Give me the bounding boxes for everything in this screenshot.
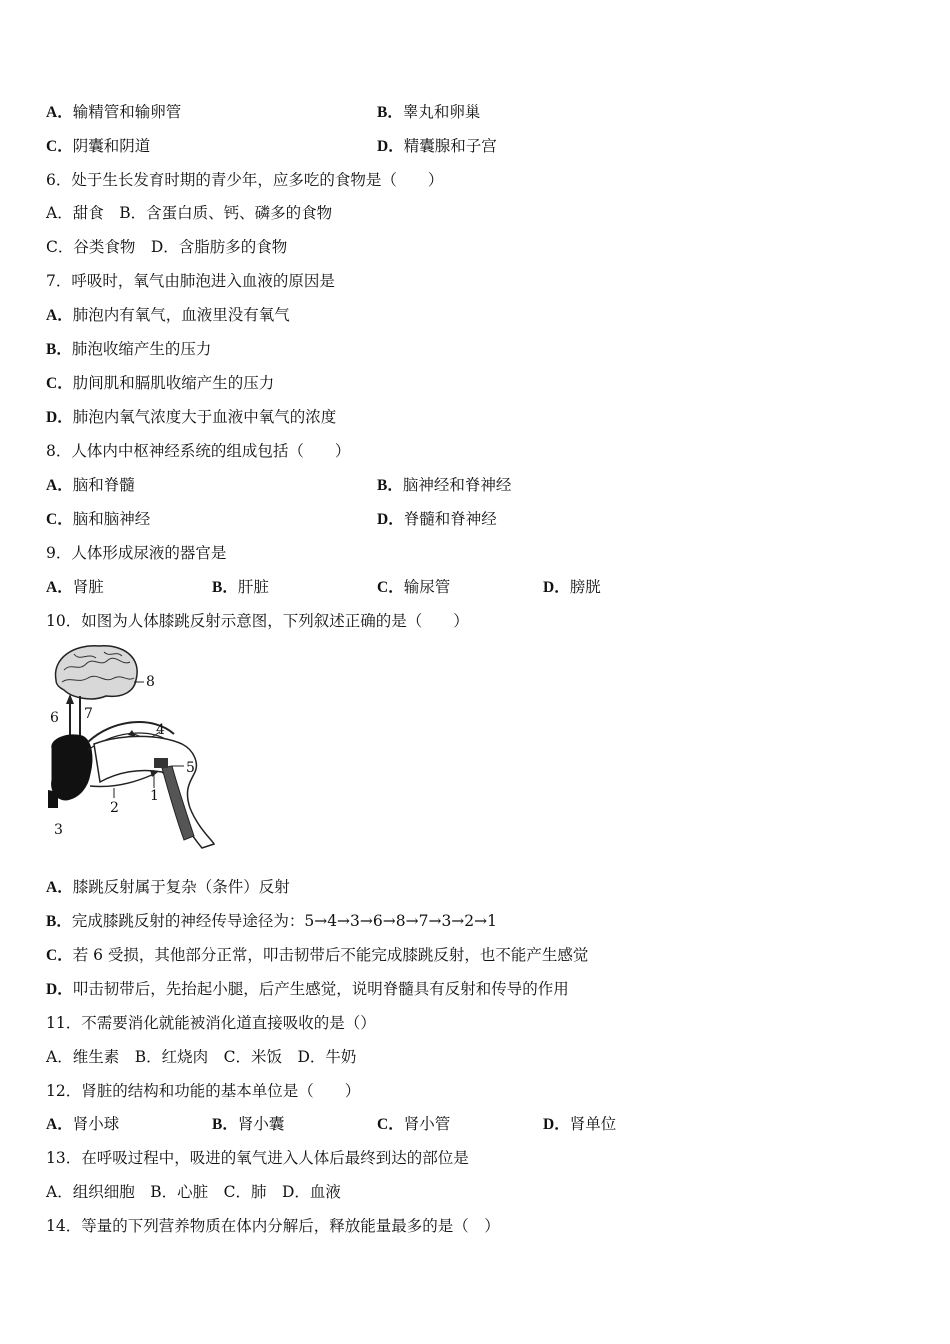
figure-label-7: 7 bbox=[84, 706, 93, 722]
q7-option-b bbox=[46, 339, 211, 360]
option-label: C． bbox=[46, 511, 73, 528]
q11-stem: 11．不需要消化就能被消化道直接吸收的是（） bbox=[46, 1014, 376, 1032]
brain-shape bbox=[56, 646, 138, 699]
option-text: 若 6 受损，其他部分正常，叩击韧带后不能完成膝跳反射，也不能产生感觉 bbox=[72, 946, 589, 964]
figure-label-4: 4 bbox=[156, 722, 165, 738]
q12-option-b bbox=[212, 1114, 284, 1135]
option-text: 肾小管 bbox=[403, 1115, 451, 1133]
option-label: B． bbox=[212, 1116, 238, 1133]
option-label: C． bbox=[46, 375, 73, 392]
option-label: A． bbox=[46, 477, 73, 494]
knee-jerk-reflex-figure bbox=[44, 640, 224, 850]
option-label: B． bbox=[377, 477, 403, 494]
option-text: 肾脏 bbox=[72, 578, 104, 596]
spinal-cord-shape bbox=[52, 735, 92, 800]
option-text: 脑和脑神经 bbox=[72, 510, 151, 528]
receptor-5 bbox=[154, 758, 168, 768]
option-text: 肾单位 bbox=[569, 1115, 617, 1133]
option-text: 脑神经和脊神经 bbox=[402, 476, 512, 494]
option-label: A． bbox=[46, 879, 73, 896]
option-text: 肺泡收缩产生的压力 bbox=[71, 340, 212, 358]
option-text: 肋间肌和膈肌收缩产生的压力 bbox=[72, 374, 275, 392]
figure-label-5: 5 bbox=[186, 760, 195, 776]
q8-option-a bbox=[46, 475, 135, 496]
option-text: 膝跳反射属于复杂（条件）反射 bbox=[72, 878, 290, 896]
q7-option-a bbox=[46, 305, 290, 326]
figure-label-2: 2 bbox=[110, 800, 119, 816]
option-label: C． bbox=[377, 1116, 404, 1133]
option-label: C． bbox=[46, 947, 73, 964]
option-text: 睾丸和卵巢 bbox=[402, 103, 481, 121]
option-label: A． bbox=[46, 1116, 73, 1133]
q9-option-b bbox=[212, 577, 269, 598]
q12-option-c bbox=[377, 1114, 450, 1135]
q10-option-c bbox=[46, 945, 588, 966]
q12-stem: 12．肾脏的结构和功能的基本单位是（ ） bbox=[46, 1082, 361, 1100]
option-label: D． bbox=[46, 981, 73, 998]
option-text: 阴囊和阴道 bbox=[72, 137, 151, 155]
option-text: 肺泡内氧气浓度大于血液中氧气的浓度 bbox=[72, 408, 337, 426]
q10-option-b bbox=[46, 911, 497, 932]
option-label: B． bbox=[212, 579, 238, 596]
option-label: D． bbox=[543, 579, 570, 596]
option-label: C． bbox=[46, 138, 73, 155]
q10-stem: 10．如图为人体膝跳反射示意图，下列叙述正确的是（ ） bbox=[46, 612, 469, 630]
q6-options-line1: A．甜食 B．含蛋白质、钙、磷多的食物 bbox=[46, 204, 333, 222]
option-text: 肺泡内有氧气，血液里没有氧气 bbox=[72, 306, 290, 324]
option-label: D． bbox=[377, 138, 404, 155]
q8-option-b bbox=[377, 475, 511, 496]
q11-options-line: A．维生素 B．红烧肉 C．米饭 D．牛奶 bbox=[46, 1048, 357, 1066]
option-label: A． bbox=[46, 104, 73, 121]
q12-option-a bbox=[46, 1114, 119, 1135]
option-text: 叩击韧带后，先抬起小腿，后产生感觉，说明脊髓具有反射和传导的作用 bbox=[72, 980, 569, 998]
q7-option-c bbox=[46, 373, 274, 394]
option-label: B． bbox=[46, 913, 72, 930]
option-text: 肾小球 bbox=[72, 1115, 120, 1133]
option-label: B． bbox=[46, 341, 72, 358]
q6-options-line2: C．谷类食物 D．含脂肪多的食物 bbox=[46, 238, 288, 256]
spinal-root-3 bbox=[48, 790, 58, 808]
q5-option-c bbox=[46, 136, 150, 157]
option-text: 肾小囊 bbox=[237, 1115, 285, 1133]
q9-option-d bbox=[543, 577, 601, 598]
q9-stem: 9．人体形成尿液的器官是 bbox=[46, 544, 227, 562]
q14-stem: 14．等量的下列营养物质在体内分解后，释放能量最多的是（ ） bbox=[46, 1217, 500, 1235]
q5-option-b bbox=[377, 102, 480, 123]
option-text: 肝脏 bbox=[237, 578, 269, 596]
q8-stem: 8．人体内中枢神经系统的组成包括（ ） bbox=[46, 442, 351, 460]
q10-option-d bbox=[46, 979, 569, 1000]
figure-label-3: 3 bbox=[54, 822, 63, 838]
option-text: 脑和脊髓 bbox=[72, 476, 135, 494]
option-label: D． bbox=[46, 409, 73, 426]
q7-option-d bbox=[46, 407, 336, 428]
figure-label-8: 8 bbox=[146, 674, 155, 690]
q7-stem: 7．呼吸时，氧气由肺泡进入血液的原因是 bbox=[46, 272, 335, 290]
q8-option-d bbox=[377, 509, 497, 530]
option-text: 完成膝跳反射的神经传导途径为：5→4→3→6→8→7→3→2→1 bbox=[71, 912, 497, 930]
q8-option-c bbox=[46, 509, 150, 530]
option-label: A． bbox=[46, 307, 73, 324]
option-text: 输精管和输卵管 bbox=[72, 103, 182, 121]
q12-option-d bbox=[543, 1114, 616, 1135]
q5-option-d bbox=[377, 136, 497, 157]
option-label: B． bbox=[377, 104, 403, 121]
option-text: 脊髓和脊神经 bbox=[403, 510, 497, 528]
option-label: D． bbox=[377, 511, 404, 528]
option-text: 精囊腺和子宫 bbox=[403, 137, 497, 155]
q9-option-a bbox=[46, 577, 104, 598]
figure-label-1: 1 bbox=[150, 788, 159, 804]
option-label: C． bbox=[377, 579, 404, 596]
q13-options-line: A．组织细胞 B．心脏 C．肺 D．血液 bbox=[46, 1183, 341, 1201]
q10-option-a bbox=[46, 877, 290, 898]
q5-option-a bbox=[46, 102, 181, 123]
knee-jerk-reflex-diagram bbox=[44, 640, 224, 850]
option-text: 输尿管 bbox=[403, 578, 451, 596]
option-label: D． bbox=[543, 1116, 570, 1133]
option-text: 膀胱 bbox=[569, 578, 601, 596]
figure-label-6: 6 bbox=[50, 710, 59, 726]
q9-option-c bbox=[377, 577, 450, 598]
q6-stem: 6．处于生长发育时期的青少年，应多吃的食物是（ ） bbox=[46, 171, 444, 189]
option-label: A． bbox=[46, 579, 73, 596]
q13-stem: 13．在呼吸过程中，吸进的氧气进入人体后最终到达的部位是 bbox=[46, 1149, 469, 1167]
